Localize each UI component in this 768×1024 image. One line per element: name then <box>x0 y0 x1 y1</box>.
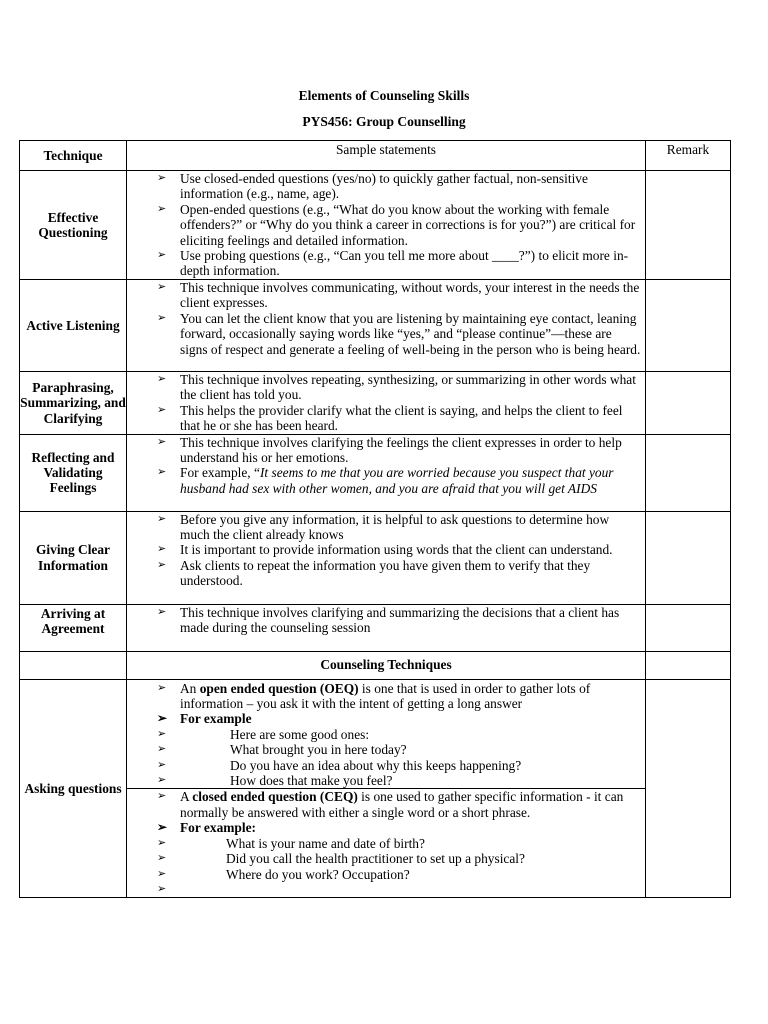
arrow-bullet-icon: ➢ <box>157 743 167 756</box>
list-item: ➢ Use probing questions (e.g., “Can you tell me more about ____?”) to elicit more in-depth information. <box>157 248 629 279</box>
arrow-bullet-icon: ➢ <box>157 172 167 184</box>
table-row <box>20 372 731 435</box>
document-title: Elements of Counseling Skills <box>298 88 470 103</box>
arrow-bullet-icon: ➢ <box>157 882 167 895</box>
list-item: ➢ This technique involves communicating, without words, your interest in the needs the client expresses. <box>157 280 640 311</box>
technique-name: Arriving at Agreement <box>20 604 127 651</box>
arrow-bullet-icon: ➢ <box>157 281 167 293</box>
list-item: ➢ Open-ended questions (e.g., “What do you know about the working with female offenders?” or “Why do you think a career in corrections is for you?”) are critical for eliciting feelings and detailed information. <box>157 201 636 248</box>
table-row <box>20 789 731 897</box>
list-item: ➢ For example <box>157 711 252 727</box>
arrow-bullet-icon: ➢ <box>157 774 167 787</box>
arrow-bullet-icon: ➢ <box>157 852 167 865</box>
sample-statements <box>127 434 646 511</box>
list-item: ➢ Use closed-ended questions (yes/no) to quickly gather factual, non-sensitive information (e.g., name, age). <box>157 171 588 202</box>
arrow-bullet-icon: ➢ <box>157 711 168 726</box>
list-item: ➢ This helps the provider clarify what the client is saying, and helps the client to feel that he or she has been heard. <box>157 402 623 434</box>
remark-cell <box>646 604 731 651</box>
table-row <box>20 171 731 280</box>
list-item: ➢ How does that make you feel? <box>157 773 393 789</box>
arrow-bullet-icon: ➢ <box>157 790 167 803</box>
sample-statements <box>127 171 646 280</box>
technique-name: Effective Questioning <box>20 171 127 280</box>
list-item: ➢ For example: <box>157 820 256 836</box>
arrow-bullet-icon: ➢ <box>157 466 167 479</box>
list-item: ➢ For example, “It seems to me that you are worried because you suspect that your husband had sex with other women, and you are afraid that you will get AIDS <box>157 465 614 496</box>
list-item: ➢ An open ended question (OEQ) is one that is used in order to gather lots of information – you ask it with the intent of getting a long answer <box>157 680 591 712</box>
arrow-bullet-icon: ➢ <box>157 758 167 771</box>
sample-statements <box>127 372 646 435</box>
section-title: Counseling Techniques <box>127 651 646 679</box>
remark-cell <box>646 171 731 280</box>
remark-cell <box>646 280 731 372</box>
arrow-bullet-icon: ➢ <box>157 820 168 835</box>
ceq-term: closed ended question (CEQ) <box>192 789 358 805</box>
oeq-statements <box>127 679 646 789</box>
header-row <box>20 141 731 171</box>
remark-cell <box>646 511 731 604</box>
technique-name: Active Listening <box>20 280 127 372</box>
arrow-bullet-icon: ➢ <box>157 311 167 324</box>
arrow-bullet-icon: ➢ <box>157 681 167 694</box>
arrow-bullet-icon: ➢ <box>157 373 167 385</box>
technique-name: Giving Clear Information <box>20 511 127 604</box>
header-technique: Technique <box>20 141 127 171</box>
list-item: ➢ This technique involves clarifying and summarizing the decisions that a client has made during the counseling session <box>157 604 620 636</box>
arrow-bullet-icon: ➢ <box>157 202 167 215</box>
list-item: ➢ What brought you in here today? <box>157 742 407 758</box>
arrow-bullet-icon: ➢ <box>157 605 167 618</box>
table-row <box>20 679 731 789</box>
empty-cell <box>20 651 127 679</box>
list-item: ➢ Ask clients to repeat the information you have given them to verify that they understood. <box>157 557 591 589</box>
oeq-term: open ended question (OEQ) <box>199 680 359 696</box>
header-remark: Remark <box>646 141 731 171</box>
arrow-bullet-icon: ➢ <box>157 435 167 448</box>
technique-name: Reflecting and Validating Feelings <box>20 434 127 511</box>
technique-name: Asking questions <box>20 679 127 897</box>
header-sample-statements: Sample statements <box>127 141 646 171</box>
document-subtitle: PYS456: Group Counselling <box>302 114 466 129</box>
remark-cell <box>646 651 731 679</box>
list-item <box>157 882 641 897</box>
sample-statements <box>127 280 646 372</box>
list-item: ➢ Where do you work? Occupation? <box>157 866 410 882</box>
arrow-bullet-icon: ➢ <box>157 543 167 556</box>
list-item: ➢ What is your name and date of birth? <box>157 835 425 851</box>
list-item: ➢ This technique involves repeating, synthesizing, or summarizing in other words what the client has told you. <box>157 372 636 403</box>
table-row <box>20 604 731 651</box>
arrow-bullet-icon: ➢ <box>157 558 167 571</box>
table-row <box>20 511 731 604</box>
list-item: ➢ Do you have an idea about why this keeps happening? <box>157 757 522 773</box>
table-row <box>20 434 731 511</box>
arrow-bullet-icon: ➢ <box>157 836 167 849</box>
arrow-bullet-icon: ➢ <box>157 249 167 262</box>
list-item: ➢ Did you call the health practitioner to set up a physical? <box>157 851 525 867</box>
skills-table <box>19 140 731 898</box>
sample-statements <box>127 604 646 651</box>
list-item: ➢ This technique involves clarifying the feelings the client expresses in order to help understand his or her emotions. <box>157 434 622 466</box>
remark-cell <box>646 434 731 511</box>
table-row <box>20 280 731 372</box>
list-item: ➢ A closed ended question (CEQ) is one used to gather specific information - it can normally be answered with either a single word or a short phrase. <box>157 789 624 820</box>
section-row <box>20 651 731 679</box>
arrow-bullet-icon: ➢ <box>157 403 167 416</box>
list-item: ➢ It is important to provide information using words that the client can understand. <box>157 542 613 558</box>
arrow-bullet-icon: ➢ <box>157 727 167 740</box>
list-item: ➢ Here are some good ones: <box>157 726 370 742</box>
remark-cell <box>646 679 731 897</box>
technique-name: Paraphrasing, Summarizing, and Clarifying <box>20 372 127 435</box>
remark-cell <box>646 372 731 435</box>
arrow-bullet-icon: ➢ <box>157 512 167 525</box>
list-item: ➢ Before you give any information, it is helpful to ask questions to determine how much the client already knows <box>157 511 610 543</box>
list-item: ➢ You can let the client know that you are listening by maintaining eye contact, leaning forward, occasionally saying words like “yes,” and “please continue”—these are signs of respect and generate a feeling of well-being in the person who is being heard. <box>157 310 641 357</box>
sample-statements <box>127 511 646 604</box>
ceq-statements <box>127 789 646 897</box>
arrow-bullet-icon: ➢ <box>157 867 167 880</box>
example-quote: It seems to me that you are worried because you suspect that your husband had sex with other women, and you are afraid that you will get AIDS <box>180 465 614 496</box>
